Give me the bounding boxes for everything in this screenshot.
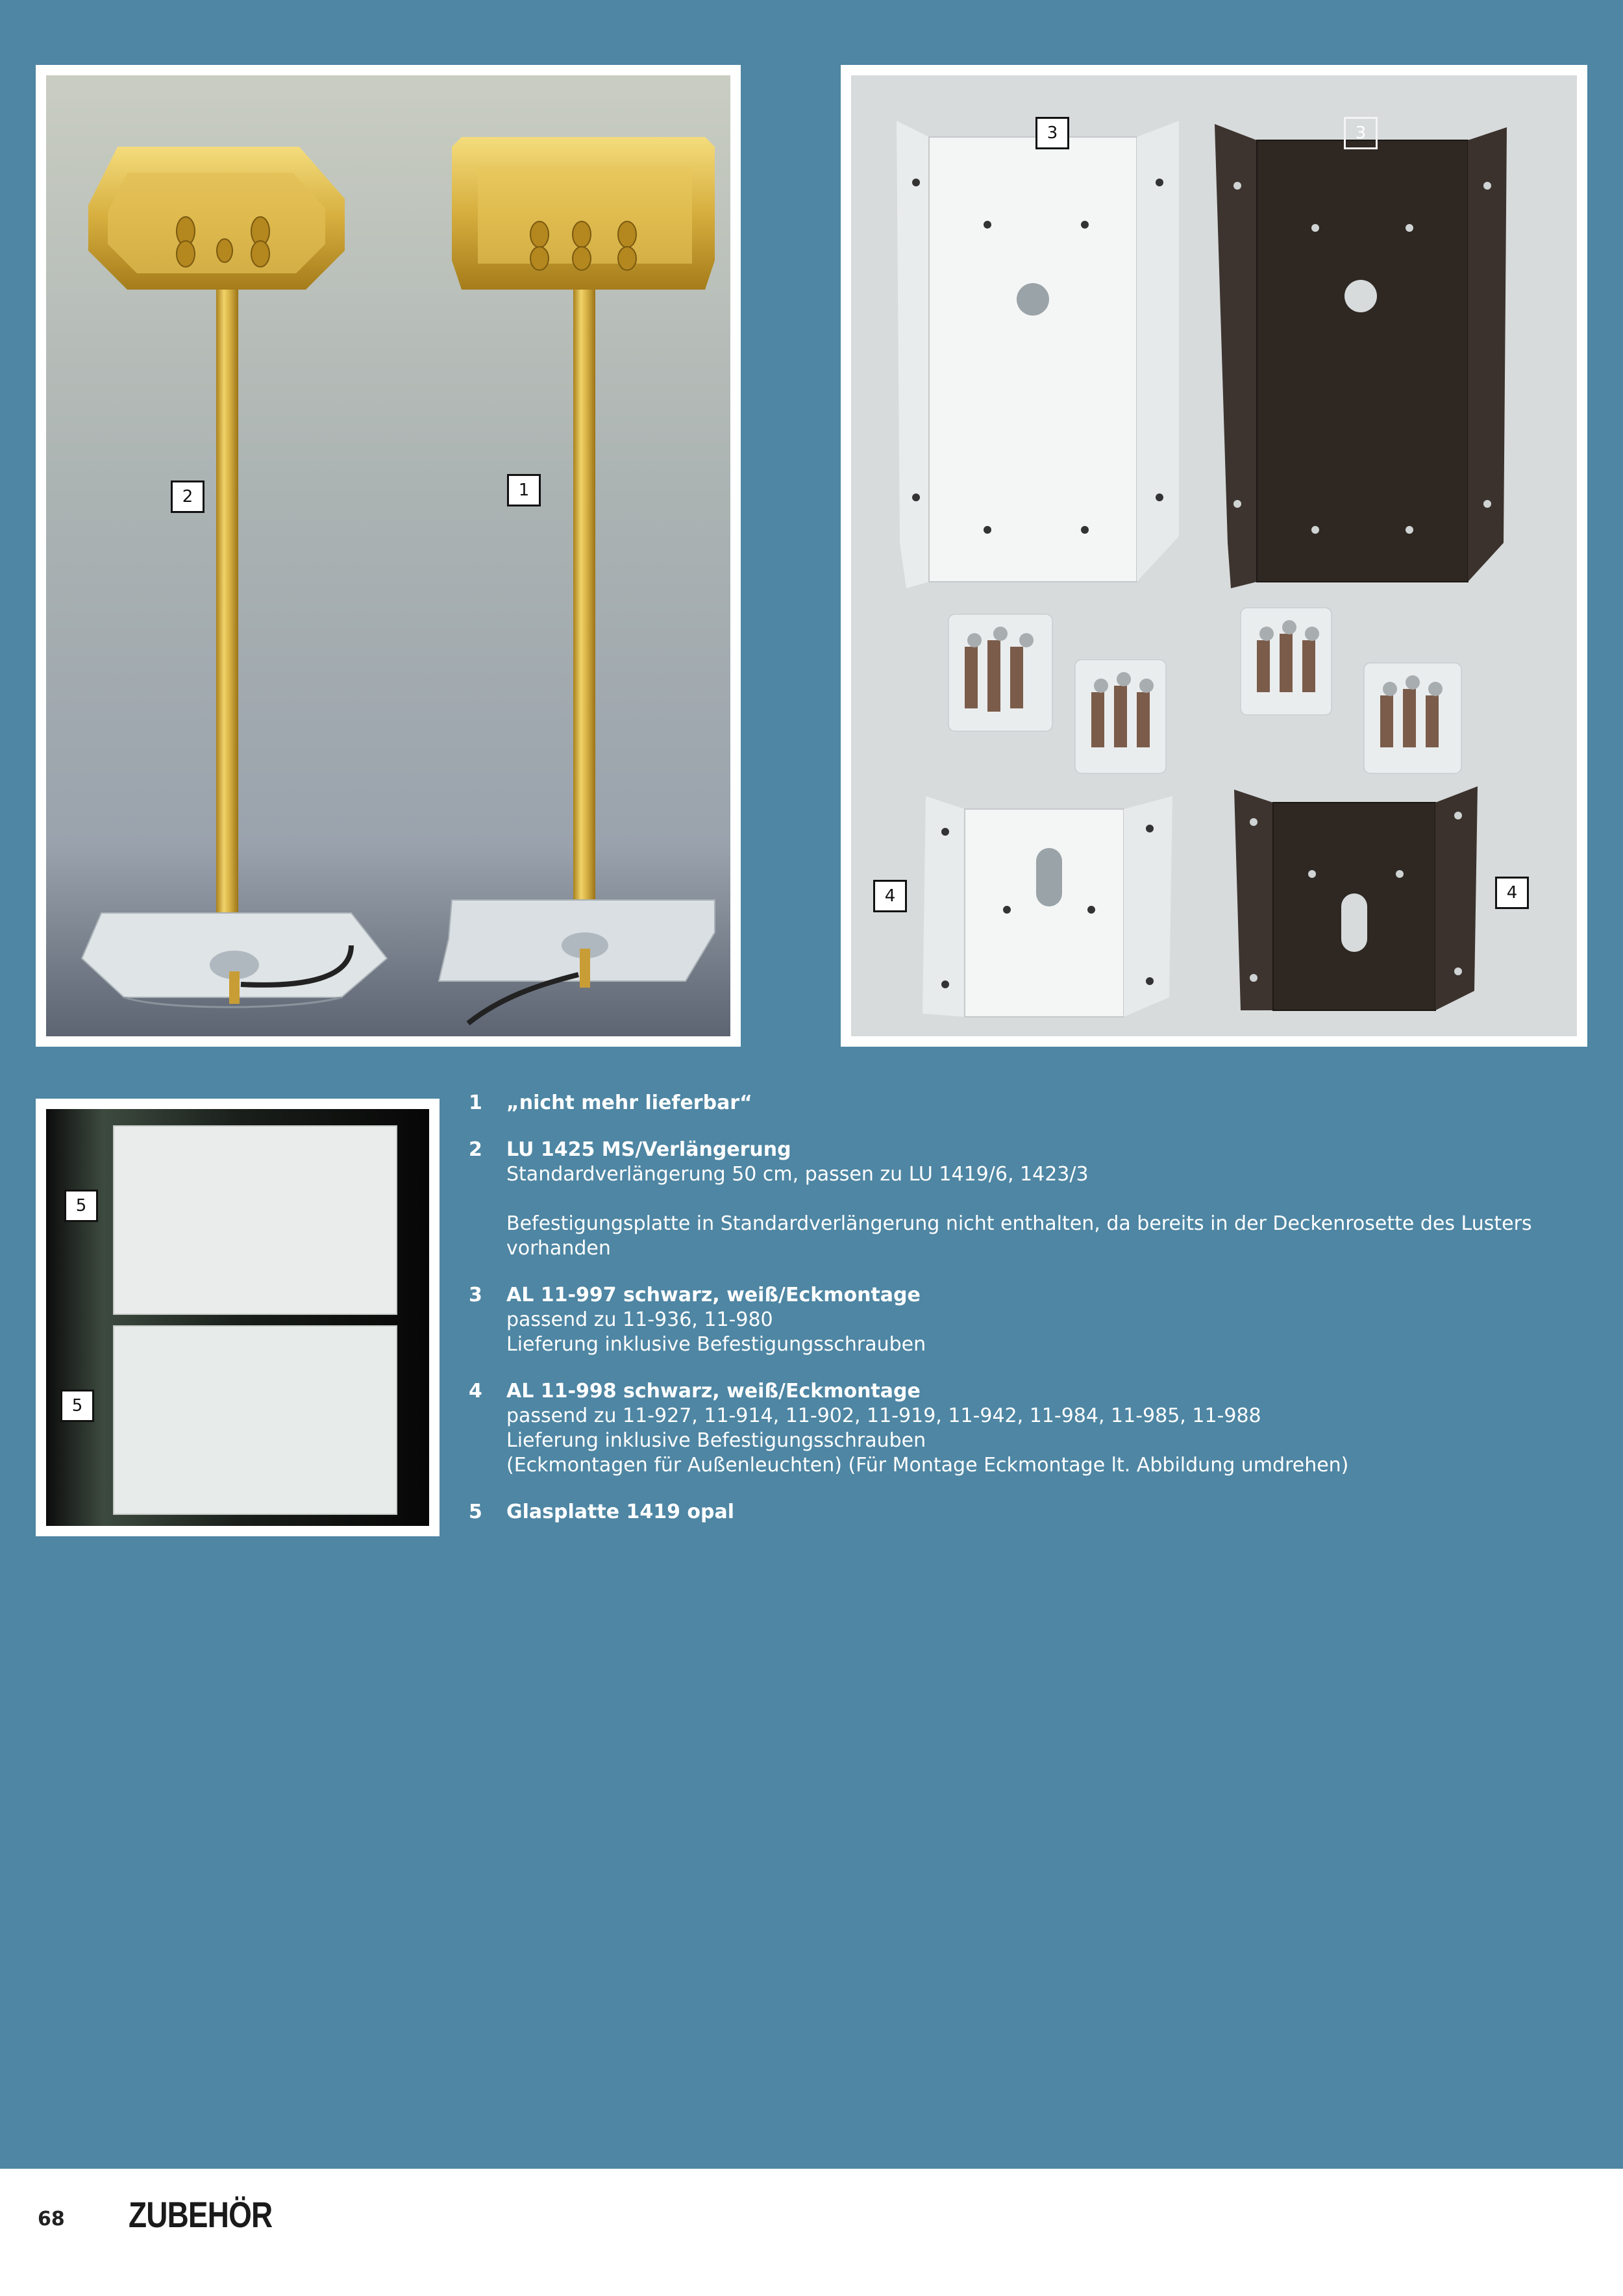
legend-entry-line [506, 1187, 1572, 1212]
callout-4-white: 4 [873, 880, 907, 912]
legend-entry-line: vorhanden [506, 1237, 611, 1260]
legend-entry-number: 2 [469, 1138, 482, 1161]
brass-extensions-image [46, 75, 730, 1036]
callout-3-white: 3 [1035, 117, 1069, 149]
legend-entry-line: Lieferung inklusive Befestigungsschrauben [506, 1429, 926, 1452]
legend-entry [469, 1283, 1572, 1357]
legend-entry-number: 1 [469, 1092, 482, 1114]
callout-4-black: 4 [1495, 877, 1529, 909]
callout-2: 2 [171, 480, 204, 513]
callout-5-bottom: 5 [60, 1390, 94, 1422]
photo-corner-mounts [851, 75, 1577, 1036]
legend-entry-title: „nicht mehr lieferbar“ [506, 1092, 752, 1114]
legend-entry-line: Standardverlängerung 50 cm, passen zu LU 1419/6, 1423/3 [506, 1163, 1089, 1186]
legend-entry-number: 4 [469, 1380, 482, 1403]
callout-1: 1 [507, 474, 541, 506]
legend-entry-number: 5 [469, 1501, 482, 1523]
glass-plates-image [46, 1109, 429, 1526]
legend-entry-line: passend zu 11-936, 11-980 [506, 1308, 773, 1331]
legend-entry-title: AL 11-997 schwarz, weiß/Eckmontage [506, 1284, 921, 1306]
section-title: ZUBEHÖR [129, 2194, 273, 2235]
page-number: 68 [38, 2208, 65, 2230]
legend-entry [469, 1500, 1572, 1525]
legend-entry-line: Lieferung inklusive Befestigungsschrauben [506, 1333, 926, 1356]
legend-entry [469, 1138, 1572, 1261]
legend-entry-line: passend zu 11-927, 11-914, 11-902, 11-919, 11-942, 11-984, 11-985, 11-988 [506, 1404, 1261, 1427]
photo-extensions [46, 75, 730, 1036]
callout-3-black: 3 [1344, 117, 1378, 149]
legend-list [469, 1091, 1572, 1547]
legend-entry [469, 1379, 1572, 1478]
legend-entry-title: Glasplatte 1419 opal [506, 1501, 735, 1523]
legend-entry-title: AL 11-998 schwarz, weiß/Eckmontage [506, 1380, 921, 1403]
photo-extensions-frame [36, 65, 741, 1047]
corner-mounts-image [851, 75, 1577, 1036]
legend-entry-title: LU 1425 MS/Verlängerung [506, 1138, 791, 1161]
legend-entry-line: Befestigungsplatte in Standardverlängerung nicht enthalten, da bereits in der Deckenrosette des Lusters [506, 1212, 1532, 1235]
legend-entry [469, 1091, 1572, 1116]
photo-glass-plates-frame [36, 1099, 440, 1536]
legend-entry-line: (Eckmontagen für Außenleuchten) (Für Montage Eckmontage lt. Abbildung umdrehen) [506, 1454, 1349, 1477]
legend-entry-number: 3 [469, 1284, 482, 1306]
photo-glass-plates [46, 1109, 429, 1526]
photo-corner-mounts-frame [841, 65, 1587, 1047]
callout-5-top: 5 [64, 1190, 98, 1222]
